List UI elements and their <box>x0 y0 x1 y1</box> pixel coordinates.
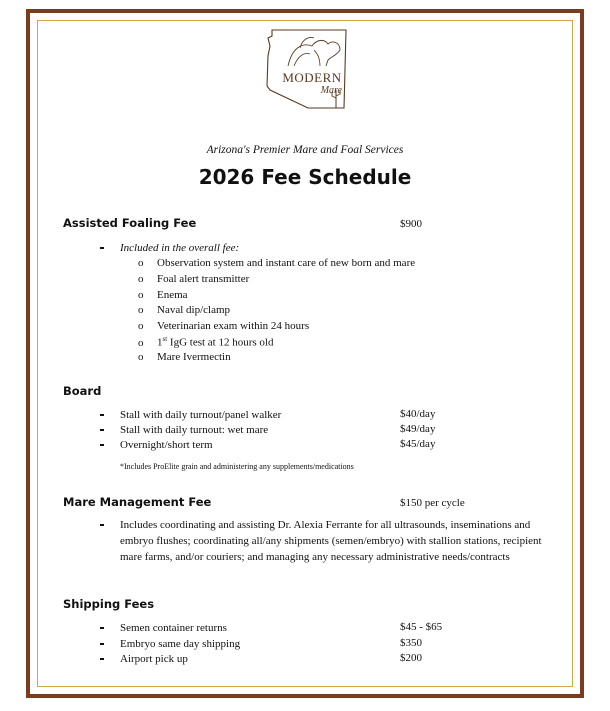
list-item: o Veterinarian exam within 24 hours <box>138 320 310 332</box>
foaling-fee-price: $900 <box>400 218 422 230</box>
shipping-heading: Shipping Fees <box>63 597 155 611</box>
mare-management-price: $150 per cycle <box>400 497 465 509</box>
board-note: *Includes ProElite grain and administering any supplements/medications <box>120 462 354 471</box>
foaling-fee-heading: Assisted Foaling Fee <box>63 216 197 230</box>
tagline: Arizona's Premier Mare and Foal Services <box>206 144 404 156</box>
modern-mare-logo <box>262 26 354 126</box>
board-heading: Board <box>63 384 102 398</box>
list-item: o Foal alert transmitter <box>138 273 250 285</box>
board-row-price: $45/day <box>400 438 436 450</box>
logo-brand-name: MODERN <box>282 70 342 85</box>
list-item: o Mare Ivermectin <box>138 351 231 363</box>
shipping-row-price: $350 <box>400 637 422 649</box>
logo-brand-script: Mare <box>320 85 342 96</box>
foaling-intro-text: Included in the overall fee: <box>120 242 240 254</box>
shipping-row-price: $200 <box>400 652 422 664</box>
list-item: o Observation system and instant care of new born and mare <box>138 257 416 269</box>
board-row-price: $49/day <box>400 423 436 435</box>
list-item: o 1st IgG test at 12 hours old <box>138 335 274 349</box>
page-title: 2026 Fee Schedule <box>198 165 412 189</box>
board-row-price: $40/day <box>400 408 436 420</box>
shipping-row-price: $45 - $65 <box>400 621 443 633</box>
list-item: o Enema <box>138 289 188 301</box>
list-item: o Naval dip/clamp <box>138 304 231 316</box>
mare-management-description: Includes coordinating and assisting Dr. Alexia Ferrante for all ultrasounds, inseminations and embryo flushes; coordinating all/any shipments (semen/embryo) with stallion stations, recipient mare farms, and/or couriers; and managing any necessary administrative needs/contracts <box>120 519 542 563</box>
mare-management-heading: Mare Management Fee <box>63 495 212 509</box>
